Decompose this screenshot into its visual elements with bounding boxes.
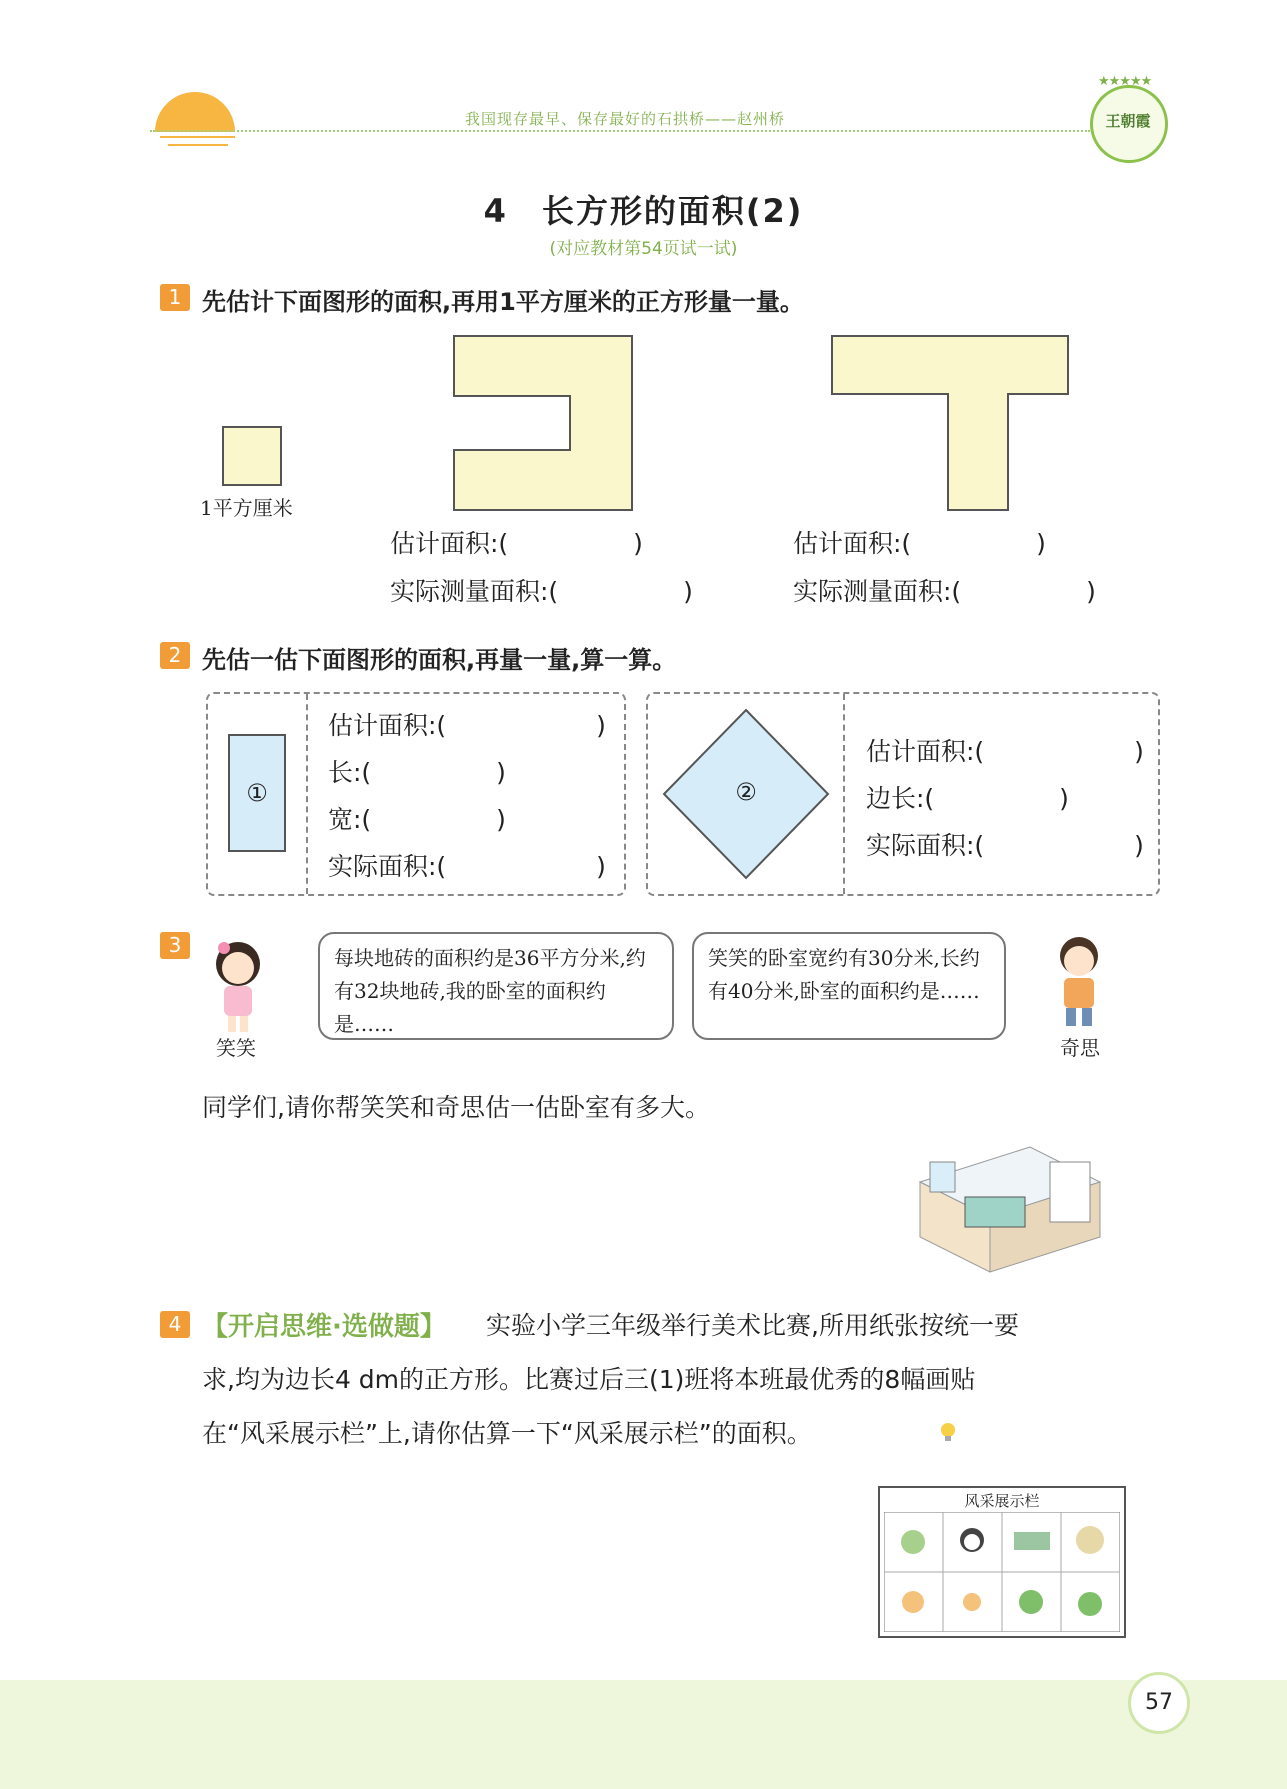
q2-left-line[interactable]: 宽:( ) [328, 805, 506, 834]
q2-right-line[interactable]: 实际面积:( ) [866, 831, 1144, 860]
measure-field-1[interactable]: 实际测量面积:( ) [390, 577, 693, 606]
question-text: 先估一估下面图形的面积,再量一量,算一算。 [202, 646, 677, 674]
boy-character [1044, 930, 1114, 1030]
badge-text: 王朝霞 [1105, 112, 1151, 130]
page-number: 57 [1128, 1672, 1190, 1734]
sun-logo [155, 92, 235, 132]
sun-wave [160, 136, 235, 138]
question-number: 3 [160, 932, 190, 959]
q4-line-1: 实验小学三年级举行美术比赛,所用纸张按统一要 [486, 1311, 1019, 1340]
q2-left-line[interactable]: 实际面积:( ) [328, 852, 606, 881]
footer-background [0, 1680, 1287, 1789]
boy-name: 奇思 [1060, 1036, 1100, 1060]
badge-stars: ★★★★★ [1098, 74, 1152, 89]
question-number: 4 [160, 1311, 190, 1338]
question-text: 先估计下面图形的面积,再用1平方厘米的正方形量一量。 [202, 288, 804, 316]
display-board-title: 风采展示栏 [964, 1492, 1040, 1510]
page-subtitle: (对应教材第54页试一试) [549, 239, 738, 259]
header-text: 我国现存最早、保存最好的石拱桥——赵州桥 [465, 110, 786, 128]
diamond-label: ② [735, 778, 757, 806]
sun-wave [168, 144, 228, 146]
q2-left-line[interactable]: 长:( ) [328, 758, 506, 787]
q2-left-line[interactable]: 估计面积:( ) [328, 711, 606, 740]
c-shape [450, 332, 640, 514]
estimate-field-2[interactable]: 估计面积:( ) [793, 529, 1046, 558]
question-number: 2 [160, 642, 190, 669]
question-number: 1 [160, 284, 190, 311]
q2-right-line[interactable]: 边长:( ) [866, 784, 1069, 813]
divider [843, 694, 845, 894]
q4-line-3: 在“风采展示栏”上,请你估算一下“风采展示栏”的面积。 [202, 1419, 812, 1448]
unit-square [222, 426, 282, 486]
page-title: 4 长方形的面积(2) [483, 192, 804, 230]
divider [306, 694, 308, 894]
bedroom-illustration [910, 1142, 1110, 1276]
t-shape [828, 332, 1072, 514]
q4-tag: 【开启思维·选做题】 [202, 1312, 446, 1342]
q2-right-line[interactable]: 估计面积:( ) [866, 737, 1144, 766]
estimate-field-1[interactable]: 估计面积:( ) [390, 529, 643, 558]
unit-label: 1平方厘米 [200, 496, 293, 520]
rectangle-shape: ① [228, 734, 286, 852]
q4-line-2: 求,均为边长4 dm的正方形。比赛过后三(1)班将本班最优秀的8幅画贴 [202, 1365, 976, 1394]
speech-bubble-right: 笑笑的卧室宽约有30分米,长约有40分米,卧室的面积约是…… [692, 932, 1006, 1040]
q3-question: 同学们,请你帮笑笑和奇思估一估卧室有多大。 [202, 1093, 710, 1122]
girl-name: 笑笑 [216, 1036, 256, 1060]
header-divider [150, 130, 1090, 132]
speech-bubble-left: 每块地砖的面积约是36平方分米,约有32块地砖,我的卧室的面积约是…… [318, 932, 674, 1040]
girl-character [198, 936, 278, 1034]
board-paintings [884, 1512, 1120, 1632]
measure-field-2[interactable]: 实际测量面积:( ) [793, 577, 1096, 606]
lightbulb-icon [936, 1420, 960, 1444]
